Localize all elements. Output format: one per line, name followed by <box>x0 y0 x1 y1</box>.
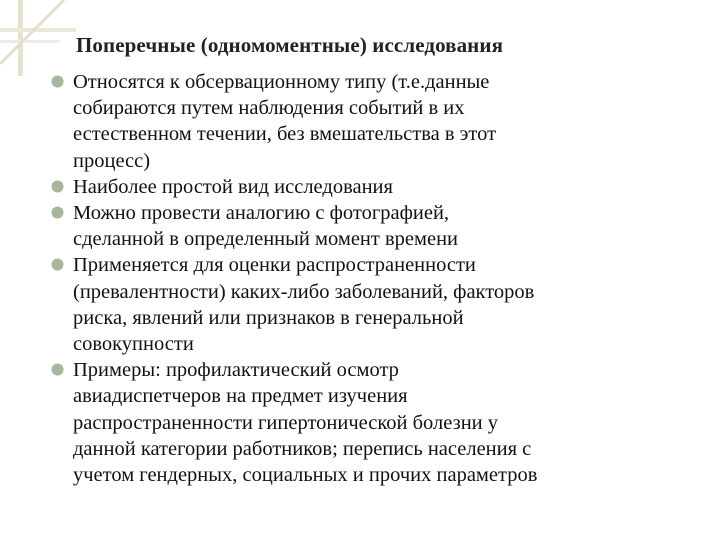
bullet-line: Относятся к обсервационному типу (т.е.данные <box>73 71 490 93</box>
bullet-line: Наиболее простой вид исследования <box>73 175 393 198</box>
bullet-line: Применяется для оценки распространенности <box>73 254 476 277</box>
bullet-line: риска, явлений или признаков в генеральной <box>73 306 464 329</box>
bullet-line: процесс) <box>73 149 151 172</box>
bullet-line: авиадиспетчеров на предмет изучения <box>73 385 408 408</box>
bullet-line: учетом гендерных, социальных и прочих параметров <box>73 464 538 487</box>
bullet-circle-icon <box>51 363 64 376</box>
bullet-item <box>48 69 698 174</box>
bullet-list <box>48 69 698 488</box>
bullet-line: Примеры: профилактический осмотр <box>73 359 399 382</box>
bullet-line: сделанной в определенный момент времени <box>73 228 459 251</box>
bullet-line: совокупности <box>73 333 194 356</box>
bullet-line: распространенности гипертонической болезни у <box>73 411 499 434</box>
slide-title: Поперечные (одномоментные) исследования <box>76 33 504 57</box>
corner-decoration <box>0 0 76 76</box>
bullet-circle-icon <box>51 180 64 193</box>
bullet-line: (превалентности) каких-либо заболеваний, факторов <box>73 280 535 303</box>
bullet-line: данной категории работников; перепись населения с <box>73 437 532 460</box>
bullet-line: Можно провести аналогию с фотографией, <box>73 202 450 225</box>
bullet-item <box>48 357 698 488</box>
bullet-circle-icon <box>51 206 64 219</box>
bullet-item <box>48 200 698 252</box>
bullet-item <box>48 174 698 200</box>
bullet-circle-icon <box>51 258 64 271</box>
bullet-circle-icon <box>51 75 64 88</box>
bullet-line: собираются путем наблюдения событий в их <box>73 97 465 120</box>
bullet-line: естественном течении, без вмешательства в этот <box>73 123 497 146</box>
bullet-item <box>48 252 698 357</box>
